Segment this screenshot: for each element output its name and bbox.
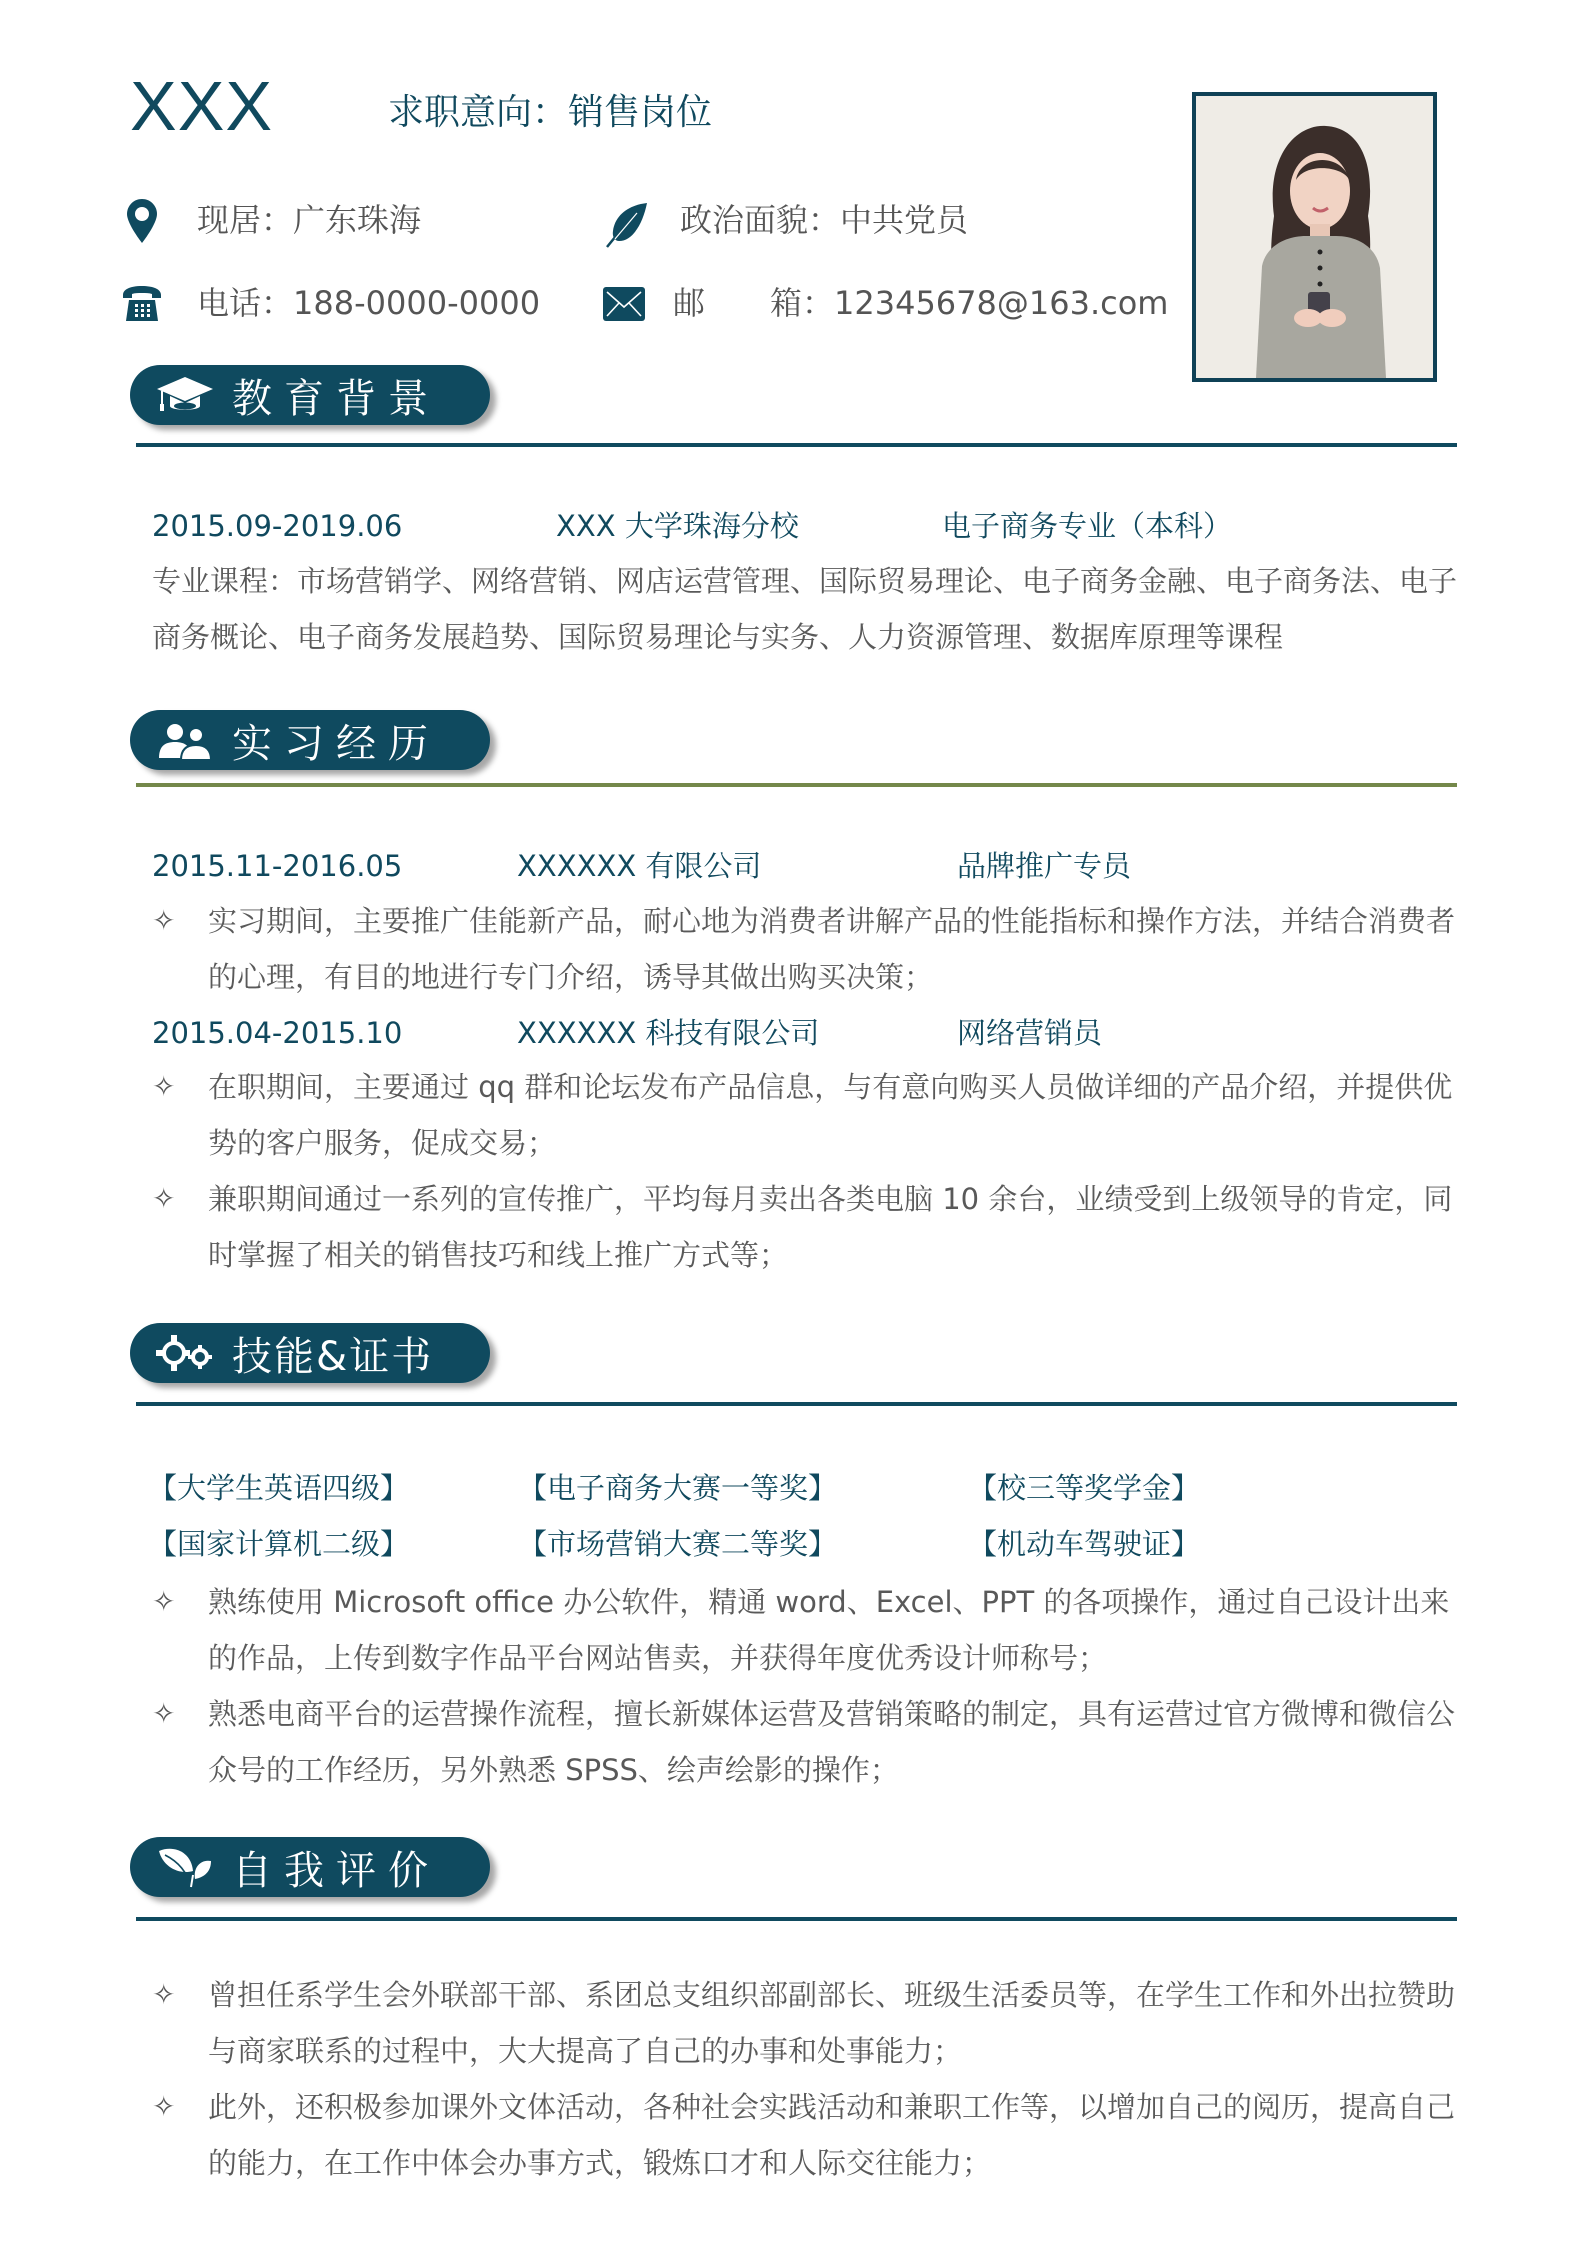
section-header-self-evaluation (130, 1837, 490, 1897)
bullet-icon: ✧ (152, 1978, 176, 2011)
bullet-icon: ✧ (152, 1182, 176, 1215)
political-status-text: 政治面貌：中共党员 (680, 201, 969, 239)
graduation-cap-icon (150, 365, 220, 425)
education-major: 电子商务专业（本科） (942, 509, 1233, 543)
job-role: 网络营销员 (957, 1016, 1103, 1050)
location-pin-icon (124, 198, 160, 244)
job-period: 2015.04-2015.10 (152, 1016, 403, 1050)
section-header-skills (130, 1323, 490, 1383)
profile-photo (1192, 92, 1437, 382)
section-title-self-evaluation: 自我评价 (232, 1847, 440, 1894)
job-bullet: 在职期间，主要通过 qq 群和论坛发布产品信息，与有意向购买人员做详细的产品介绍，并提供优势的客户服务，促成交易； (208, 1070, 1453, 1160)
education-period: 2015.09-2019.06 (152, 509, 403, 543)
certificate: 【国家计算机二级】 (148, 1527, 410, 1561)
self-eval-bullet: 此外，还积极参加课外文体活动，各种社会实践活动和兼职工作等，以增加自己的阅历，提高自己的能力，在工作中体会办事方式，锻炼口才和人际交往能力； (208, 2090, 1456, 2180)
people-icon (150, 710, 220, 770)
education-courses-line1: 专业课程：市场营销学、网络营销、网店运营管理、国际贸易理论、电子商务金融、电子商务法、电子 (152, 564, 1458, 598)
person-photo-illustration (1196, 96, 1433, 378)
email-text[interactable]: 箱：12345678@163.com (770, 284, 1169, 322)
job-company: XXXXXX 有限公司 (517, 849, 762, 883)
education-courses-line2: 商务概论、电子商务发展趋势、国际贸易理论与实务、人力资源管理、数据库原理等课程 (152, 620, 1284, 654)
section-divider-education (136, 443, 1457, 447)
skill-bullet: 熟悉电商平台的运营操作流程，擅长新媒体运营及营销策略的制定，具有运营过官方微博和微信公众号的工作经历，另外熟悉 SPSS、绘声绘影的操作； (208, 1697, 1456, 1787)
job-role: 品牌推广专员 (957, 849, 1132, 883)
job-bullet: 兼职期间通过一系列的宣传推广，平均每月卖出各类电脑 10 余台，业绩受到上级领导的肯定，同时掌握了相关的销售技巧和线上推广方式等； (208, 1182, 1453, 1272)
job-bullet: 实习期间，主要推广佳能新产品，耐心地为消费者讲解产品的性能指标和操作方法，并结合消费者的心理，有目的地进行专门介绍，诱导其做出购买决策； (208, 904, 1456, 994)
leaf-icon (602, 200, 650, 250)
gears-icon (150, 1323, 220, 1383)
section-title-skills: 技能&证书 (232, 1333, 434, 1380)
section-divider-self-evaluation (136, 1917, 1457, 1921)
certificate: 【校三等奖学金】 (968, 1471, 1201, 1505)
phone-text: 电话：188-0000-0000 (197, 284, 541, 322)
email-label: 邮 (673, 284, 706, 322)
job-company: XXXXXX 科技有限公司 (517, 1016, 820, 1050)
section-divider-internship (136, 783, 1457, 787)
telephone-icon (120, 282, 164, 324)
certificate: 【电子商务大赛一等奖】 (518, 1471, 838, 1505)
self-eval-bullet: 曾担任系学生会外联部干部、系团总支组织部副部长、班级生活委员等，在学生工作和外出拉赞助与商家联系的过程中，大大提高了自己的办事和处事能力； (208, 1978, 1456, 2068)
bullet-icon: ✧ (152, 904, 176, 937)
section-title-education: 教育背景 (232, 375, 440, 422)
envelope-icon (602, 286, 646, 322)
section-header-internship (130, 710, 490, 770)
certificate: 【市场营销大赛二等奖】 (518, 1527, 838, 1561)
bullet-icon: ✧ (152, 1585, 176, 1618)
candidate-name: XXX (130, 67, 274, 145)
bullet-icon: ✧ (152, 1070, 176, 1103)
section-header-education (130, 365, 490, 425)
section-divider-skills (136, 1402, 1457, 1406)
job-intent: 求职意向：销售岗位 (388, 92, 713, 133)
job-period: 2015.11-2016.05 (152, 849, 403, 883)
certificate: 【大学生英语四级】 (148, 1471, 410, 1505)
bullet-icon: ✧ (152, 2090, 176, 2123)
leaves-icon (150, 1837, 220, 1897)
bullet-icon: ✧ (152, 1697, 176, 1730)
skill-bullet: 熟练使用 Microsoft office 办公软件，精通 word、Excel、PPT 的各项操作，通过自己设计出来的作品，上传到数字作品平台网站售卖，并获得年度优秀设计师称号； (208, 1585, 1450, 1675)
certificate: 【机动车驾驶证】 (968, 1527, 1201, 1561)
section-title-internship: 实习经历 (232, 720, 440, 767)
education-school: XXX 大学珠海分校 (556, 509, 799, 543)
residence-text: 现居：广东珠海 (197, 201, 422, 239)
